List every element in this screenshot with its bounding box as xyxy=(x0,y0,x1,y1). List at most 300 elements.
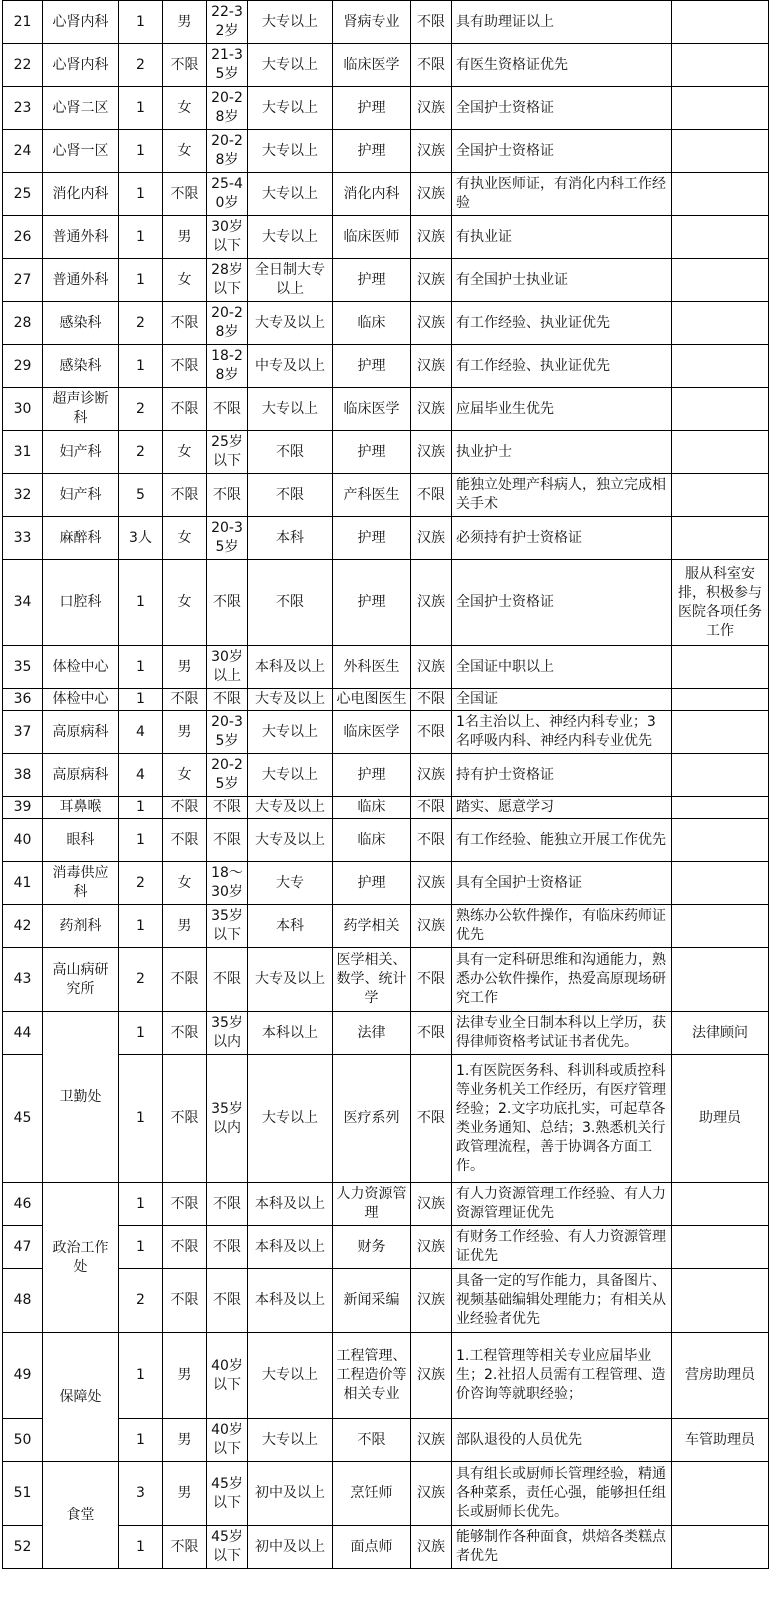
gender: 不限 xyxy=(163,819,207,862)
row-number: 29 xyxy=(3,345,43,388)
department: 妇产科 xyxy=(43,474,119,517)
remarks xyxy=(672,905,769,948)
requirements: 有工作经验、执业证优先 xyxy=(452,345,672,388)
education: 本科及以上 xyxy=(248,1183,333,1226)
major: 临床医师 xyxy=(333,216,411,259)
department: 妇产科 xyxy=(43,431,119,474)
table-row xyxy=(3,905,769,948)
row-number: 21 xyxy=(3,1,43,44)
requirements: 1.有医院医务科、科训科或质控科等业务机关工作经历，有医疗管理经验；2.文字功底扎实，可起草各类业务通知、总结；3.熟悉机关行政管理流程，善于协调各方面工作。 xyxy=(452,1055,672,1183)
requirements: 具备一定的写作能力，具备图片、视频基础编辑处理能力；有相关从业经验者优先 xyxy=(452,1269,672,1333)
requirements: 能够制作各种面食，烘焙各类糕点者优先 xyxy=(452,1526,672,1569)
ethnicity: 汉族 xyxy=(411,862,452,905)
age: 18-28岁 xyxy=(207,345,248,388)
education: 大专及以上 xyxy=(248,819,333,862)
remarks xyxy=(672,1269,769,1333)
ethnicity: 汉族 xyxy=(411,130,452,173)
table-row xyxy=(3,302,769,345)
remarks xyxy=(672,1226,769,1269)
remarks xyxy=(672,797,769,819)
major: 产科医生 xyxy=(333,474,411,517)
major: 心电图医生 xyxy=(333,689,411,711)
table-row xyxy=(3,646,769,689)
major: 医学相关、数学、统计学 xyxy=(333,948,411,1012)
gender: 女 xyxy=(163,560,207,646)
major: 肾病专业 xyxy=(333,1,411,44)
table-row xyxy=(3,862,769,905)
major: 护理 xyxy=(333,345,411,388)
department: 消化内科 xyxy=(43,173,119,216)
requirements: 具有助理证以上 xyxy=(452,1,672,44)
age: 25岁以下 xyxy=(207,431,248,474)
gender: 不限 xyxy=(163,797,207,819)
ethnicity: 汉族 xyxy=(411,1526,452,1569)
remarks xyxy=(672,474,769,517)
education: 大专以上 xyxy=(248,87,333,130)
row-number: 42 xyxy=(3,905,43,948)
row-number: 23 xyxy=(3,87,43,130)
requirements: 有执业证 xyxy=(452,216,672,259)
remarks xyxy=(672,819,769,862)
remarks xyxy=(672,259,769,302)
table-row xyxy=(3,754,769,797)
requirements: 有全国护士执业证 xyxy=(452,259,672,302)
ethnicity: 汉族 xyxy=(411,259,452,302)
remarks xyxy=(672,1462,769,1526)
major: 外科医生 xyxy=(333,646,411,689)
table-row xyxy=(3,797,769,819)
row-number: 31 xyxy=(3,431,43,474)
ethnicity: 不限 xyxy=(411,689,452,711)
education: 大专 xyxy=(248,862,333,905)
headcount: 1 xyxy=(119,1526,163,1569)
remarks: 营房助理员 xyxy=(672,1333,769,1419)
gender: 男 xyxy=(163,216,207,259)
requirements: 具有全国护士资格证 xyxy=(452,862,672,905)
department: 食堂 xyxy=(43,1462,119,1569)
table-row xyxy=(3,259,769,302)
table-row xyxy=(3,1183,769,1226)
requirements: 有人力资源管理工作经验、有人力资源管理证优先 xyxy=(452,1183,672,1226)
table-row xyxy=(3,87,769,130)
education: 大专及以上 xyxy=(248,689,333,711)
headcount: 1 xyxy=(119,646,163,689)
remarks: 助理员 xyxy=(672,1055,769,1183)
headcount: 1 xyxy=(119,1226,163,1269)
requirements: 持有护士资格证 xyxy=(452,754,672,797)
major: 医疗系列 xyxy=(333,1055,411,1183)
education: 大专以上 xyxy=(248,1,333,44)
age: 35岁以内 xyxy=(207,1012,248,1055)
ethnicity: 汉族 xyxy=(411,345,452,388)
age: 30岁以上 xyxy=(207,646,248,689)
remarks xyxy=(672,1,769,44)
major: 护理 xyxy=(333,754,411,797)
age: 不限 xyxy=(207,560,248,646)
age: 22-32岁 xyxy=(207,1,248,44)
ethnicity: 不限 xyxy=(411,948,452,1012)
education: 大专及以上 xyxy=(248,302,333,345)
requirements: 有执业医师证，有消化内科工作经验 xyxy=(452,173,672,216)
headcount: 1 xyxy=(119,689,163,711)
row-number: 48 xyxy=(3,1269,43,1333)
gender: 女 xyxy=(163,754,207,797)
gender: 男 xyxy=(163,711,207,754)
age: 40岁以下 xyxy=(207,1419,248,1462)
major: 临床医学 xyxy=(333,388,411,431)
remarks xyxy=(672,44,769,87)
gender: 不限 xyxy=(163,1183,207,1226)
table-row xyxy=(3,1,769,44)
requirements: 法律专业全日制本科以上学历，获得律师资格考试证书者优先。 xyxy=(452,1012,672,1055)
headcount: 3人 xyxy=(119,517,163,560)
headcount: 2 xyxy=(119,44,163,87)
major: 临床 xyxy=(333,302,411,345)
row-number: 24 xyxy=(3,130,43,173)
gender: 女 xyxy=(163,87,207,130)
major: 护理 xyxy=(333,87,411,130)
education: 不限 xyxy=(248,560,333,646)
ethnicity: 汉族 xyxy=(411,1333,452,1419)
ethnicity: 汉族 xyxy=(411,173,452,216)
age: 不限 xyxy=(207,1183,248,1226)
education: 本科以上 xyxy=(248,1012,333,1055)
gender: 男 xyxy=(163,646,207,689)
row-number: 50 xyxy=(3,1419,43,1462)
education: 中专及以上 xyxy=(248,345,333,388)
age: 不限 xyxy=(207,948,248,1012)
row-number: 45 xyxy=(3,1055,43,1183)
row-number: 52 xyxy=(3,1526,43,1569)
headcount: 1 xyxy=(119,87,163,130)
gender: 女 xyxy=(163,862,207,905)
education: 本科 xyxy=(248,905,333,948)
age: 45岁以下 xyxy=(207,1526,248,1569)
requirements: 具有组长或厨师长管理经验，精通各种菜系，责任心强，能够担任组长或厨师长优先。 xyxy=(452,1462,672,1526)
major: 护理 xyxy=(333,560,411,646)
remarks xyxy=(672,711,769,754)
ethnicity: 不限 xyxy=(411,1,452,44)
gender: 不限 xyxy=(163,173,207,216)
major: 工程管理、工程造价等相关专业 xyxy=(333,1333,411,1419)
headcount: 1 xyxy=(119,130,163,173)
ethnicity: 不限 xyxy=(411,711,452,754)
age: 20-28岁 xyxy=(207,130,248,173)
requirements: 应届毕业生优先 xyxy=(452,388,672,431)
gender: 男 xyxy=(163,1462,207,1526)
row-number: 51 xyxy=(3,1462,43,1526)
major: 烹饪师 xyxy=(333,1462,411,1526)
row-number: 47 xyxy=(3,1226,43,1269)
education: 本科及以上 xyxy=(248,1269,333,1333)
department: 政治工作处 xyxy=(43,1183,119,1333)
gender: 男 xyxy=(163,905,207,948)
department: 普通外科 xyxy=(43,259,119,302)
headcount: 1 xyxy=(119,560,163,646)
department: 心肾二区 xyxy=(43,87,119,130)
remarks xyxy=(672,1526,769,1569)
requirements: 全国证 xyxy=(452,689,672,711)
table-row xyxy=(3,1462,769,1526)
ethnicity: 不限 xyxy=(411,44,452,87)
table-row xyxy=(3,216,769,259)
headcount: 1 xyxy=(119,1012,163,1055)
headcount: 1 xyxy=(119,905,163,948)
remarks xyxy=(672,388,769,431)
remarks xyxy=(672,948,769,1012)
gender: 不限 xyxy=(163,1012,207,1055)
requirements: 部队退役的人员优先 xyxy=(452,1419,672,1462)
requirements: 执业护士 xyxy=(452,431,672,474)
requirements: 1名主治以上、神经内科专业；3名呼吸内科、神经内科专业优先 xyxy=(452,711,672,754)
education: 全日制大专以上 xyxy=(248,259,333,302)
headcount: 1 xyxy=(119,173,163,216)
gender: 女 xyxy=(163,259,207,302)
requirements: 有工作经验、执业证优先 xyxy=(452,302,672,345)
table-row xyxy=(3,560,769,646)
department: 消毒供应科 xyxy=(43,862,119,905)
requirements: 具有一定科研思维和沟通能力，熟悉办公软件操作，热爱高原现场研究工作 xyxy=(452,948,672,1012)
headcount: 2 xyxy=(119,1269,163,1333)
age: 28岁以下 xyxy=(207,259,248,302)
headcount: 4 xyxy=(119,754,163,797)
remarks xyxy=(672,216,769,259)
remarks xyxy=(672,862,769,905)
remarks xyxy=(672,173,769,216)
requirements: 全国证中职以上 xyxy=(452,646,672,689)
row-number: 41 xyxy=(3,862,43,905)
department: 普通外科 xyxy=(43,216,119,259)
requirements: 有财务工作经验、有人力资源管理证优先 xyxy=(452,1226,672,1269)
headcount: 1 xyxy=(119,1183,163,1226)
gender: 男 xyxy=(163,1333,207,1419)
gender: 不限 xyxy=(163,1526,207,1569)
age: 不限 xyxy=(207,797,248,819)
major: 护理 xyxy=(333,862,411,905)
ethnicity: 汉族 xyxy=(411,1269,452,1333)
major: 临床 xyxy=(333,797,411,819)
row-number: 30 xyxy=(3,388,43,431)
row-number: 49 xyxy=(3,1333,43,1419)
age: 20-28岁 xyxy=(207,302,248,345)
requirements: 踏实、愿意学习 xyxy=(452,797,672,819)
gender: 不限 xyxy=(163,302,207,345)
headcount: 4 xyxy=(119,711,163,754)
table-row xyxy=(3,689,769,711)
remarks xyxy=(672,517,769,560)
major: 财务 xyxy=(333,1226,411,1269)
ethnicity: 汉族 xyxy=(411,1183,452,1226)
major: 不限 xyxy=(333,1419,411,1462)
major: 护理 xyxy=(333,517,411,560)
gender: 女 xyxy=(163,517,207,560)
education: 大专以上 xyxy=(248,173,333,216)
gender: 不限 xyxy=(163,948,207,1012)
remarks: 车管助理员 xyxy=(672,1419,769,1462)
major: 护理 xyxy=(333,259,411,302)
age: 不限 xyxy=(207,1269,248,1333)
table-row xyxy=(3,173,769,216)
age: 20-35岁 xyxy=(207,517,248,560)
major: 人力资源管理 xyxy=(333,1183,411,1226)
recruitment-table xyxy=(2,0,769,1569)
ethnicity: 汉族 xyxy=(411,560,452,646)
table-row xyxy=(3,1333,769,1419)
age: 不限 xyxy=(207,474,248,517)
headcount: 5 xyxy=(119,474,163,517)
remarks xyxy=(672,302,769,345)
ethnicity: 汉族 xyxy=(411,646,452,689)
remarks: 法律顾问 xyxy=(672,1012,769,1055)
row-number: 28 xyxy=(3,302,43,345)
gender: 男 xyxy=(163,1419,207,1462)
major: 药学相关 xyxy=(333,905,411,948)
row-number: 37 xyxy=(3,711,43,754)
table-row xyxy=(3,388,769,431)
major: 临床医学 xyxy=(333,44,411,87)
row-number: 43 xyxy=(3,948,43,1012)
ethnicity: 汉族 xyxy=(411,905,452,948)
age: 不限 xyxy=(207,388,248,431)
education: 本科及以上 xyxy=(248,1226,333,1269)
table-body xyxy=(3,1,769,1569)
row-number: 25 xyxy=(3,173,43,216)
education: 大专以上 xyxy=(248,1333,333,1419)
gender: 不限 xyxy=(163,474,207,517)
table-row xyxy=(3,711,769,754)
department: 超声诊断科 xyxy=(43,388,119,431)
age: 21-35岁 xyxy=(207,44,248,87)
department: 口腔科 xyxy=(43,560,119,646)
requirements: 1.工程管理等相关专业应届毕业生；2.社招人员需有工程管理、造价咨询等就职经验； xyxy=(452,1333,672,1419)
row-number: 35 xyxy=(3,646,43,689)
ethnicity: 汉族 xyxy=(411,1462,452,1526)
requirements: 熟练办公软件操作，有临床药师证优先 xyxy=(452,905,672,948)
ethnicity: 不限 xyxy=(411,1012,452,1055)
major: 面点师 xyxy=(333,1526,411,1569)
requirements: 能独立处理产科病人，独立完成相关手术 xyxy=(452,474,672,517)
education: 大专以上 xyxy=(248,1055,333,1183)
major: 法律 xyxy=(333,1012,411,1055)
major: 新闻采编 xyxy=(333,1269,411,1333)
ethnicity: 汉族 xyxy=(411,388,452,431)
department: 心肾内科 xyxy=(43,44,119,87)
remarks xyxy=(672,646,769,689)
table-row xyxy=(3,474,769,517)
department: 高原病科 xyxy=(43,711,119,754)
education: 大专以上 xyxy=(248,216,333,259)
gender: 女 xyxy=(163,130,207,173)
ethnicity: 不限 xyxy=(411,797,452,819)
education: 大专以上 xyxy=(248,1419,333,1462)
requirements: 必须持有护士资格证 xyxy=(452,517,672,560)
ethnicity: 汉族 xyxy=(411,1226,452,1269)
headcount: 2 xyxy=(119,948,163,1012)
headcount: 1 xyxy=(119,1419,163,1462)
remarks xyxy=(672,87,769,130)
education: 初中及以上 xyxy=(248,1462,333,1526)
ethnicity: 汉族 xyxy=(411,216,452,259)
row-number: 38 xyxy=(3,754,43,797)
department: 心肾一区 xyxy=(43,130,119,173)
ethnicity: 不限 xyxy=(411,819,452,862)
ethnicity: 汉族 xyxy=(411,517,452,560)
headcount: 1 xyxy=(119,1,163,44)
requirements: 有医生资格证优先 xyxy=(452,44,672,87)
headcount: 1 xyxy=(119,216,163,259)
headcount: 2 xyxy=(119,431,163,474)
major: 临床医学 xyxy=(333,711,411,754)
education: 大专以上 xyxy=(248,130,333,173)
age: 30岁以下 xyxy=(207,216,248,259)
major: 临床 xyxy=(333,819,411,862)
table-row xyxy=(3,431,769,474)
major: 护理 xyxy=(333,431,411,474)
department: 高原病科 xyxy=(43,754,119,797)
headcount: 2 xyxy=(119,862,163,905)
headcount: 1 xyxy=(119,1055,163,1183)
requirements: 全国护士资格证 xyxy=(452,87,672,130)
gender: 不限 xyxy=(163,345,207,388)
remarks xyxy=(672,130,769,173)
row-number: 32 xyxy=(3,474,43,517)
department: 感染科 xyxy=(43,302,119,345)
table-row xyxy=(3,1012,769,1055)
headcount: 2 xyxy=(119,302,163,345)
gender: 不限 xyxy=(163,1226,207,1269)
requirements: 全国护士资格证 xyxy=(452,560,672,646)
age: 不限 xyxy=(207,819,248,862)
age: 20-25岁 xyxy=(207,754,248,797)
table-row xyxy=(3,948,769,1012)
department: 卫勤处 xyxy=(43,1012,119,1183)
row-number: 39 xyxy=(3,797,43,819)
age: 20-35岁 xyxy=(207,711,248,754)
age: 20-28岁 xyxy=(207,87,248,130)
headcount: 2 xyxy=(119,388,163,431)
education: 大专及以上 xyxy=(248,948,333,1012)
headcount: 1 xyxy=(119,797,163,819)
education: 不限 xyxy=(248,474,333,517)
education: 本科 xyxy=(248,517,333,560)
department: 麻醉科 xyxy=(43,517,119,560)
age: 不限 xyxy=(207,689,248,711)
headcount: 1 xyxy=(119,1333,163,1419)
age: 25-40岁 xyxy=(207,173,248,216)
remarks xyxy=(672,1183,769,1226)
department: 高山病研究所 xyxy=(43,948,119,1012)
requirements: 全国护士资格证 xyxy=(452,130,672,173)
ethnicity: 不限 xyxy=(411,1055,452,1183)
ethnicity: 汉族 xyxy=(411,1419,452,1462)
table-row xyxy=(3,819,769,862)
row-number: 36 xyxy=(3,689,43,711)
age: 35岁以下 xyxy=(207,905,248,948)
remarks xyxy=(672,754,769,797)
headcount: 1 xyxy=(119,345,163,388)
gender: 不限 xyxy=(163,1269,207,1333)
table-row xyxy=(3,517,769,560)
ethnicity: 汉族 xyxy=(411,754,452,797)
department: 眼科 xyxy=(43,819,119,862)
row-number: 26 xyxy=(3,216,43,259)
remarks xyxy=(672,431,769,474)
department: 体检中心 xyxy=(43,689,119,711)
ethnicity: 汉族 xyxy=(411,87,452,130)
education: 初中及以上 xyxy=(248,1526,333,1569)
row-number: 34 xyxy=(3,560,43,646)
row-number: 40 xyxy=(3,819,43,862)
